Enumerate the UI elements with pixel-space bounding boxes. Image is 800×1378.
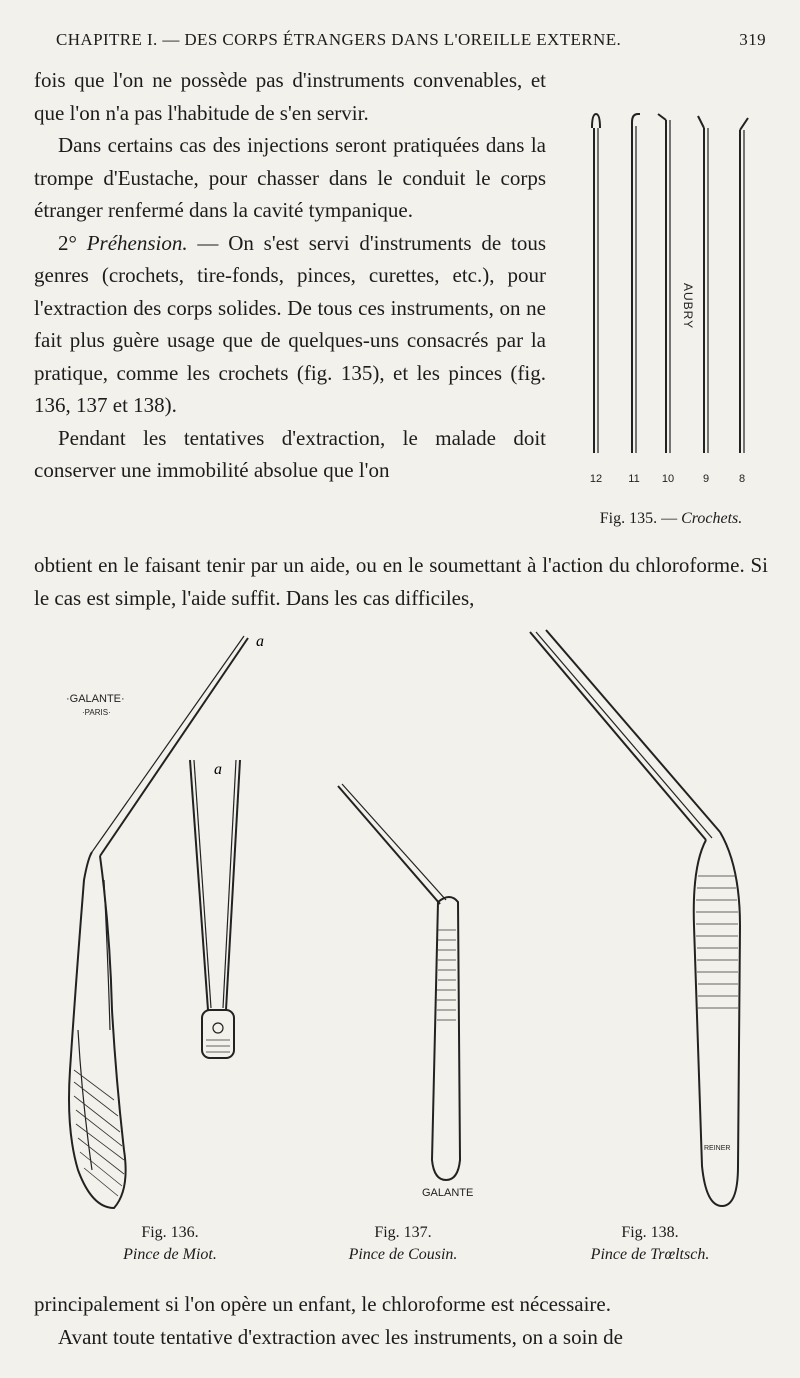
section-number: 2° [58, 230, 77, 255]
reiner-engraving: REINER [704, 1145, 731, 1152]
hook-number: 10 [661, 473, 675, 485]
paragraph-3 [34, 227, 546, 422]
figure-137-caption [318, 1222, 488, 1266]
caption-number: Fig. 138. [621, 1224, 679, 1241]
caption-number: Fig. 135. — [599, 510, 678, 527]
page-number: 319 [739, 30, 766, 49]
aubry-engraving: AUBRY [681, 283, 695, 330]
paragraph-4-start: Pendant les tentatives d'extraction, le malade doit conserver une immobilité absolue que l'on [34, 425, 546, 482]
miot-detail-a [190, 760, 240, 1058]
figure-136-miot-forceps [48, 630, 308, 1220]
galante-engraving: ·GALANTE· [66, 693, 125, 705]
cousin-grip-hatching [437, 930, 456, 1020]
paragraph-2: Dans certains cas des injections seront pratiquées dans la trompe d'Eustache, pour chasser dans le conduit le corps étranger renfermé dans la cavité tympanique. [34, 133, 546, 222]
caption-name: Crochets. [681, 510, 743, 527]
label-a-tip: a [256, 633, 264, 650]
hook-8 [740, 118, 748, 453]
hook-number: 12 [589, 473, 603, 485]
figure-135-caption [566, 508, 776, 530]
hook-number: 9 [702, 473, 710, 485]
caption-number: Fig. 137. [374, 1224, 432, 1241]
figure-135-hooks [572, 108, 772, 488]
paris-engraving: ·PARIS· [82, 708, 111, 717]
figure-138-troeltsch-forceps [526, 626, 746, 1216]
galante-engraving: GALANTE [422, 1187, 474, 1199]
hook-9 [698, 116, 708, 453]
text-column-bottom [34, 1288, 768, 1353]
text-column-wide [34, 549, 768, 614]
paragraph-3-body: — On s'est servi d'instruments de tous genres (crochets, tire-fonds, pinces, curettes, etc.), pour l'extraction des corps solides. De tous ces instruments, on ne fait plus guère usage que de quelques-uns consacrés par la pratique, comme les crochets (fig. 135), et les pinces (fig. 136, 137 et 138). [34, 230, 547, 417]
paragraph-4-end: obtient en le faisant tenir par un aide, ou en le soumettant à l'action du chloroforme. Si le cas est simple, l'aide suffit. Dans les cas difficiles, [34, 553, 768, 610]
hook-11 [632, 114, 640, 453]
text-column-top [34, 64, 546, 487]
caption-name: Pince de Cousin. [348, 1246, 458, 1263]
caption-number: Fig. 136. [141, 1224, 199, 1241]
hook-number: 11 [628, 473, 640, 485]
figure-138-caption [560, 1222, 740, 1266]
label-a-detail: a [214, 761, 222, 778]
paragraph-6: Avant toute tentative d'extraction avec les instruments, on a soin de [58, 1324, 623, 1349]
running-header [56, 30, 766, 50]
miot-forceps-body [69, 636, 248, 1208]
caption-name: Pince de Miot. [123, 1246, 217, 1263]
figure-136-caption [90, 1222, 250, 1266]
hook-number: 8 [738, 473, 746, 485]
troeltsch-grip-hatching [696, 876, 738, 1008]
paragraph-5: principalement si l'on opère un enfant, le chloroforme est nécessaire. [34, 1292, 611, 1316]
caption-name: Pince de Trœltsch. [590, 1246, 710, 1263]
hook-12 [592, 114, 600, 453]
paragraph-1: fois que l'on ne possède pas d'instruments convenables, et que l'on n'a pas l'habitude de s'en servir. [34, 68, 546, 125]
figure-137-cousin-forceps [330, 780, 490, 1200]
section-term: Préhension. [86, 230, 188, 255]
chapter-title: CHAPITRE I. — DES CORPS ÉTRANGERS DANS L'OREILLE EXTERNE. [56, 30, 622, 49]
hook-10 [658, 114, 695, 453]
